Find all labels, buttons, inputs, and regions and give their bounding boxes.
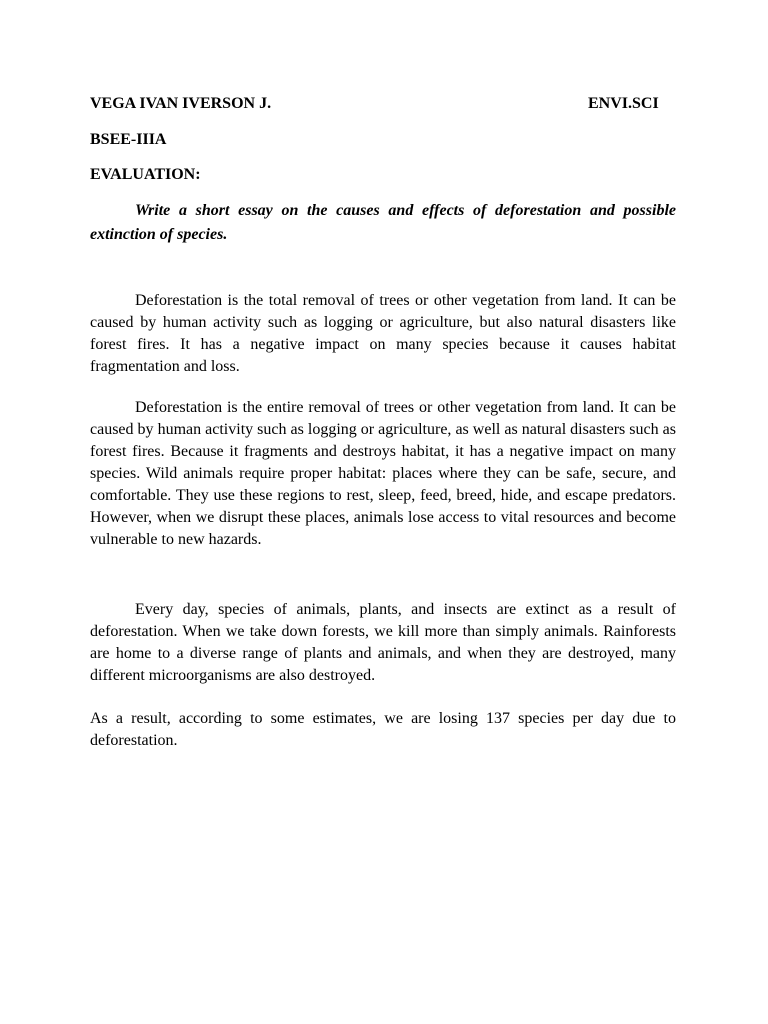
subject-label: ENVI.SCI <box>588 95 659 112</box>
essay-paragraph-2: Deforestation is the entire removal of trees or other vegetation from land. It can be caused by human activity such as logging or agriculture, as well as natural disasters such as forest fires. Because it fragments and destroys habitat, it has a negative impact on many species. Wild animals require proper habitat: places where they can be safe, secure, and comfortable. They use these regions to rest, sleep, feed, breed, hide, and escape predators. However, when we disrupt these places, animals lose access to vital resources and become vulnerable to new hazards. <box>90 399 676 548</box>
evaluation-heading: EVALUATION: <box>90 166 201 183</box>
essay-paragraph-4: As a result, according to some estimates, we are losing 137 species per day due to deforestation. <box>90 710 676 749</box>
essay-prompt: Write a short essay on the causes and effects of deforestation and possible extinction of species. <box>90 202 676 243</box>
essay-paragraph-3: Every day, species of animals, plants, and insects are extinct as a result of deforestation. When we take down forests, we kill more than simply animals. Rainforests are home to a diverse range of plants and animals, and when they are destroyed, many different microorganisms are also destroyed. <box>90 601 676 684</box>
essay-paragraph-1: Deforestation is the total removal of trees or other vegetation from land. It can be caused by human activity such as logging or agriculture, but also natural disasters like forest fires. It has a negative impact on many species because it causes habitat fragmentation and loss. <box>90 292 676 375</box>
section-label: BSEE-IIIA <box>90 131 167 148</box>
student-name: VEGA IVAN IVERSON J. <box>90 95 272 112</box>
